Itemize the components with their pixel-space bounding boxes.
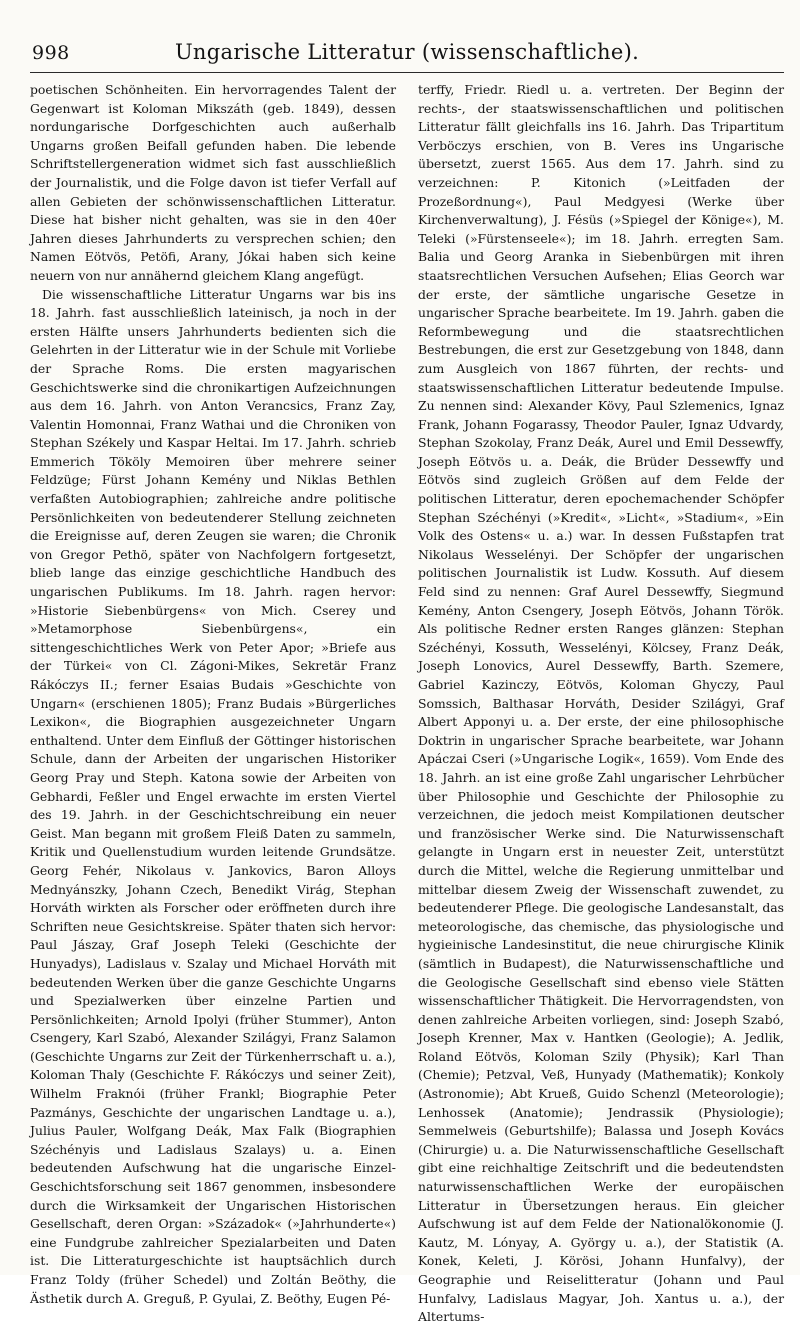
page-header xyxy=(30,38,784,73)
right-paragraph-1: terffy, Friedr. Riedl u. a. vertreten. Der Beginn der rechts-, der staatswissenschaftlichen und politischen Litteratur fällt gleichfalls ins 16. Jahrh. Das Tripartitum Verböczys erschien, von B. Veres ins Ungarische übersetzt, zuerst 1565. Aus dem 17. Jahrh. sind zu verzeichnen: P. Kitonich (»Leitfaden der Prozeßordnung«), Paul Medgyesi (Werke über Kirchenverwaltung), J. Fésüs (»Spiegel der Könige«), M. Teleki (»Fürstenseele«); im 18. Jahrh. erregten Sam. Balia und Georg Aranka in Siebenbürgen mit ihren staatsrechtlichen Versuchen Aufsehen; Elias Georch war der erste, der sämtliche ungarische Gesetze in ungarischer Sprache bearbeitete. Im 19. Jahrh. gaben die Reformbewegung und die staatsrechtlichen Bestrebungen, die erst zur Gesetzgebung von 1848, dann zum Ausgleich von 1867 führten, der rechts- und staatswissenschaftlichen Litteratur bedeutende Impulse. Zu nennen sind: Alexander Kövy, Paul Szlemenics, Ignaz Frank, Johann Fogarassy, Theodor Pauler, Ignaz Udvardy, Stephan Szokolay, Franz Deák, Aurel und Emil Dessewffy, Joseph Eötvös u. a. Deák, die Brüder Dessewffy und Eötvös sind zugleich Größen auf dem Felde der politischen Litteratur, deren epochemachender Schöpfer Stephan Széchényi (»Kredit«, »Licht«, »Stadium«, »Ein Volk des Ostens« u. a.) war. In dessen Fußstapfen trat Nikolaus Wesselényi. Der Schöpfer der ungarischen politischen Journalistik ist Ludw. Kossuth. Auf diesem Feld sind zu nennen: Graf Aurel Dessewffy, Siegmund Kemény, Anton Csengery, Joseph Eötvös, Johann Török. Als politische Redner ersten Ranges glänzen: Stephan Széchényi, Kossuth, Wesselényi, Kölcsey, Franz Deák, Joseph Lonovics, Aurel Dessewffy, Barth. Szemere, Gabriel Kazinczy, Eötvös, Koloman Ghyczy, Paul Somssich, Balthasar Horváth, Desider Szilágyi, Graf Albert Apponyi u. a. Der erste, der eine philosophische Doktrin in ungarischer Sprache bearbeitete, war Johann Apáczai Cseri (»Ungarische Logik«, 1659). Vom Ende des 18. Jahrh. an ist eine große Zahl ungarischer Lehrbücher über Philosophie und Geschichte der Philosophie zu verzeichnen, die jedoch meist Kompilationen deutscher und französischer Werke sind. Die Naturwissenschaft gelangte in Ungarn erst in neuester Zeit, unterstützt durch die Mittel, welche die Regierung unmittelbar und mittelbar diesem Zweig der Wissenschaft zuwendet, zu bedeutenderer Pflege. Die geologische Landesanstalt, das meteorologische, das chemische, das physiologische und hygieinische Landesinstitut, die neue chirurgische Klinik (sämtlich in Budapest), die Naturwissenschaftliche und die Geologische Gesellschaft sind ebenso viele Stätten wissenschaftlicher Thätigkeit. Die Hervorragendsten, von denen zahlreiche Arbeiten vorliegen, sind: Joseph Szabó, Joseph Krenner, Max v. Hantken (Geologie); A. Jedlik, Roland Eötvös, Koloman Szily (Physik); Karl Than (Chemie); Petzval, Veß, Hunyady (Mathematik); Konkoly (Astronomie); Abt Krueß, Guido Schenzl (Meteorologie); Lenhossek (Anatomie); Jendrassik (Physiologie); Semmelweis (Geburtshilfe); Balassa und Joseph Kovács (Chirurgie) u. a. Die Naturwissenschaftliche Gesellschaft gibt eine reichhaltige Zeitschrift und die bedeutendsten naturwissenschaftlichen Werke der europäischen Litteratur in Übersetzungen heraus. Ein gleicher Aufschwung ist auf dem Felde der Nationalökonomie (J. Kautz, M. Lónyay, A. György u. a.), der Statistik (A. Konek, Keleti, J. Körösi, Johann Hunfalvy), der Geographie und Reiselitteratur (Johann und Paul Hunfalvy, Ladislaus Magyar, Joh. Xantus u. a.), der Altertums- xyxy=(418,82,784,1325)
running-title: Ungarische Litteratur (wissenschaftliche). xyxy=(174,40,640,64)
text-columns xyxy=(30,81,784,1325)
page-number: 998 xyxy=(32,42,70,64)
left-paragraph-1: poetischen Schönheiten. Ein hervorragendes Talent der Gegenwart ist Koloman Mikszáth (geb. 1849), dessen nordungarische Dorfgeschichten auch außerhalb Ungarns großen Beifall gefunden haben. Die lebende Schriftstellergeneration widmet sich fast ausschließlich der Journalistik, und die Folge davon ist tiefer Verfall auf allen Gebieten der schönwissenschaftlichen Litteratur. Diese hat bisher nicht gehalten, was sie in den 40er Jahren dieses Jahrhunderts zu versprechen schien; den Namen Eötvös, Petöfi, Arany, Jókai haben sich keine neuern von nur annähernd gleichem Klang angefügt. xyxy=(30,82,396,283)
left-paragraph-2: Die wissenschaftliche Litteratur Ungarns war bis ins 18. Jahrh. fast ausschließlich lateinisch, ja noch in der ersten Hälfte unsers Jahrhunderts bedienten sich die Gelehrten in der Litteratur wie in der Schule mit Vorliebe der Sprache Roms. Die ersten magyarischen Geschichtswerke sind die chronikartigen Aufzeichnungen aus dem 16. Jahrh. von Anton Verancsics, Franz Zay, Valentin Homonnai, Franz Wathai und die Chroniken von Stephan Székely und Kaspar Heltai. Im 17. Jahrh. schrieb Emmerich Tököly Memoiren über mehrere seiner Feldzüge; Fürst Johann Kemény und Niklas Bethlen verfaßten Autobiographien; zahlreiche andre politische Persönlichkeiten von bedeutenderer Stellung zeichneten die Ereignisse auf, deren Zeugen sie waren; die Chronik von Gregor Pethö, später von Nachfolgern fortgesetzt, blieb lange das einzige geschichtliche Handbuch des ungarischen Publikums. Im 18. Jahrh. ragen hervor: »Historie Siebenbürgens« von Mich. Cserey und »Metamorphose Siebenbürgens«, ein sittengeschichtliches Werk von Peter Apor; »Briefe aus der Türkei« von Cl. Zágoni-Mikes, Sekretär Franz Rákóczys II.; ferner Esaias Budais »Geschichte von Ungarn« (erschienen 1805); Franz Budais »Bürgerliches Lexikon«, die Biographien ausgezeichneter Ungarn enthaltend. Unter dem Einfluß der Göttinger historischen Schule, dann der Arbeiten der ungarischen Historiker Georg Pray und Steph. Katona sowie der Arbeiten von Gebhardi, Feßler und Engel erwachte im ersten Viertel des 19. Jahrh. in der Geschichtschreibung ein neuer Geist. Man begann mit großem Fleiß Daten zu sammeln, Kritik und Quellenstudium wurden leitende Grundsätze. Georg Fehér, Nikolaus v. Jankovics, Baron Alloys Mednyánszky, Johann Czech, Benedikt Virág, Stephan Horváth wirkten als Forscher oder eröffneten durch ihre Schriften neue Gesichtskreise. Später thaten sich hervor: Paul Jászay, Graf Joseph Teleki (Geschichte der Hunyadys), Ladislaus v. Szalay und Michael Horváth mit bedeutenden Werken über die ganze Geschichte Ungarns und Spezialwerken über einzelne Partien und Persönlichkeiten; Arnold Ipolyi (früher Stummer), Anton Csengery, Karl Szabó, Alexander Szilágyi, Franz Salamon (Geschichte Ungarns zur Zeit der Türkenherrschaft u. a.), Koloman Thaly (Geschichte F. Rákóczys und seiner Zeit), Wilhelm Fraknói (früher Frankl; Biographie Peter Pazmánys, Geschichte der ungarischen Landtage u. a.), Julius Pauler, Wolfgang Deák, Max Falk (Biographien Széchényis und Ladislaus Szalays) u. a. Einen bedeutenden Aufschwung hat die ungarische Einzel-Geschichtsforschung seit 1867 genommen, insbesondere durch die Wirksamkeit der Ungarischen Historischen Gesellschaft, deren Organ: »Századok« (»Jahrhunderte«) eine Fundgrube zahlreicher Spezialarbeiten und Daten ist. Die Litteraturgeschichte ist hauptsächlich durch Franz Toldy (früher Schedel) und Zoltán Beöthy, die Ästhetik durch A. Greguß, P. Gyulai, Z. Beöthy, Eugen Pé- xyxy=(30,286,396,1306)
left-column xyxy=(30,81,396,1306)
right-column xyxy=(418,81,784,1325)
